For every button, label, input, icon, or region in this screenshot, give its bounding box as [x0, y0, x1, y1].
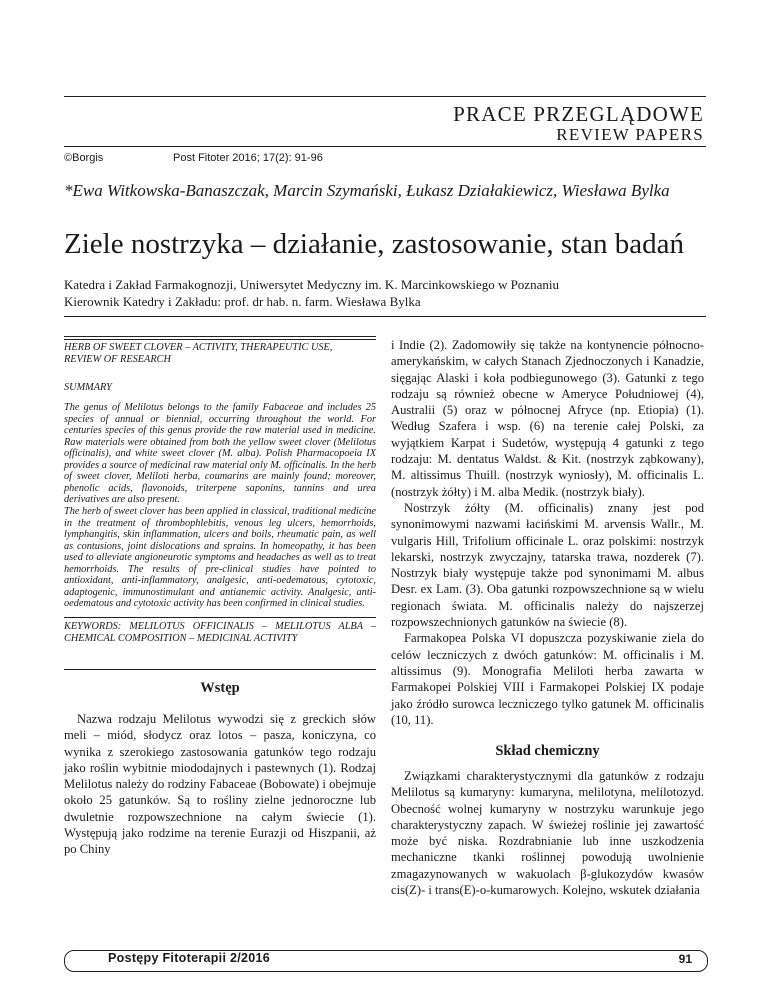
citation-label: Post Fitoter 2016; 17(2): 91-96: [173, 152, 323, 164]
summary-paragraph-2: The herb of sweet clover has been applied in classical, traditional medicine in the treatment of thrombophlebitis, venous leg ulcers, hemorrhoids, lymphangitis, skin inflammation, ulcers and boils, rheumatic pain, as well as contusions, joint dislocations and sprains. In homeopathy, it has been used to alleviate angioneurotic symptoms and headaches as well as to treat hemorrhoids. The results of pre-clinical studies have pointed to antioxidant, anti-inflammatory, analgesic, anti-oedematous, cytotoxic, adaptogenic, immunostimulant and antianemic activity. Analgesic, anti-oedematous and cytotoxic activity has been confirmed in clinical studies.: [64, 506, 376, 609]
publisher-label: ©Borgis: [64, 152, 104, 164]
right-paragraph-1: i Indie (2). Zadomowiły się także na kontynencie północno-amerykańskim, w całych Stanach Zjednoczonych i Kanadzie, sięgając Alaski i koła podbiegunowego (3). Gatunki z tego rodzaju są również obecne w Ameryce Południowej (4), Australii (5) oraz w północnej Afryce (np. Etiopia) (1). Według Szafera i wsp. (6) na terenie całej Polski, za wyjątkiem Karpat i Sudetów, występują 4 gatunki z tego rodzaju: M. dentatus Waldst. & Kit. (nostrzyk ząbkowany), M. altissimus Thuill. (nostrzyk wyniosły), M. officinalis L. (nostrzyk żółty) i M. alba Medik. (nostrzyk biały).: [391, 338, 704, 499]
affiliation-line-1: Katedra i Zakład Farmakognozji, Uniwersytet Medyczny im. K. Marcinkowskiego w Poznaniu: [64, 277, 559, 292]
journal-name: Postępy Fitoterapii 2/2016: [102, 951, 276, 965]
article-title: Ziele nostrzyka – działanie, zastosowanie, stan badań: [64, 228, 685, 260]
section-label-en: REVIEW PAPERS: [556, 125, 704, 144]
right-column: [391, 337, 704, 728]
intro-heading-wrap: [64, 680, 376, 696]
header-rule: [64, 146, 706, 147]
summary-heading: SUMMARY: [64, 382, 112, 393]
keywords: KEYWORDS: MELILOTUS OFFICINALIS – MELILOTUS ALBA – CHEMICAL COMPOSITION – MEDICINAL ACTIVITY: [64, 621, 376, 644]
affiliation-line-2: Kierownik Katedry i Zakładu: prof. dr hab. n. farm. Wiesława Bylka: [64, 294, 421, 309]
keywords-rule: [64, 617, 376, 618]
section-label-pl: PRACE PRZEGLĄDOWE: [453, 102, 704, 126]
keywords-bottom-rule: [64, 669, 376, 670]
authors: *Ewa Witkowska-Banaszczak, Marcin Szymański, Łukasz Działakiewicz, Wiesława Bylka: [64, 181, 670, 200]
right-paragraph-2: Nostrzyk żółty (M. officinalis) znany jest pod synonimowymi nazwami łacińskimi M. arvensis Wallr., M. vulgaris Hill, Trifolium officinale L. oraz polskimi: nostrzyk lekarski, nostrzyk zwyczajny, tatarska trawa, nozderek (7). Nostrzyk biały występuje także pod synonimami M. albus Desr. ex Lam. (3). Oba gatunki rozpowszechnione są w wielu regionach świata. M. officinalis należy do najszerzej rozpowszechnionych gatunków na świecie (8).: [391, 500, 704, 630]
abstract-top-rule-2: [64, 339, 376, 340]
affiliation-rule: [64, 316, 706, 317]
affiliation: [64, 276, 744, 310]
chem-heading-wrap: [391, 743, 704, 759]
summary-paragraph-1: The genus of Melilotus belongs to the family Fabaceae and includes 25 species of annual or biennial, occurring throughout the world. For centuries species of this genus provide the raw material used in medicine. Raw materials were obtained from both the yellow sweet clover (Melilotus officinalis), and white sweet clover (M. alba). Polish Pharmacopoeia IX provides a source of medicinal raw material only M. officinalis. In the herb of sweet clover, Meliloti herba, coumarins are mainly found; moreover, phenolic acids, flavonoids, triterpene saponins, tannins and urea derivatives are also present.: [64, 402, 376, 505]
chem-heading: Skład chemiczny: [495, 743, 600, 759]
top-rule: [64, 96, 706, 97]
intro-column: [64, 711, 376, 858]
intro-paragraph: Nazwa rodzaju Melilotus wywodzi się z greckich słów meli – miód, słodycz oraz lotos – pasza, koniczyna, co wynika z szerokiego zastosowania gatunków tego rodzaju jako roślin wybitnie miododajnych i pastewnych (1). Rodzaj Melilotus należy do rodziny Fabaceae (Bobowate) i obejmuje około 25 gatunków. Są to rośliny zielne jednoroczne lub dwuletnie rozpowszechnione na całym świecie (1). Występują jako rodzime na terenie Eurazji od Hiszpanii, aż po Chiny: [64, 712, 376, 857]
chem-column: [391, 768, 704, 898]
english-title: HERB OF SWEET CLOVER – ACTIVITY, THERAPEUTIC USE, REVIEW OF RESEARCH: [64, 342, 333, 365]
abstract-top-rule: [64, 336, 376, 337]
chem-paragraph: Związkami charakterystycznymi dla gatunków z rodzaju Melilotus są kumaryny: kumaryna, melilotyna, melilotozyd. Obecność wolnej kumaryny w nostrzyku warunkuje jego charakterystyczny zapach. W świeżej roślinie jej zawartość może być niska. Rozdrabnianie lub inne uszkodzenia mechaniczne tkanki roślinnej powodują uwolnienie zmagazynowanych w wakuolach β-glukozydów kwasów cis(Z)- i trans(E)-o-kumarowych. Kolejno, wskutek działania: [391, 769, 704, 898]
page-number: 91: [678, 952, 692, 966]
intro-heading: Wstęp: [200, 680, 240, 696]
right-paragraph-3: Farmakopea Polska VI dopuszcza pozyskiwanie ziela do celów leczniczych z dwóch gatunków: M. officinalis i M. altissimus (9). Monografia Meliloti herba zawarta w Farmakopei Polskiej VIII i Farmakopei Polskiej IX podaje jako źródło surowca leczniczego tylko gatunek M. officinalis (10, 11).: [391, 631, 704, 727]
